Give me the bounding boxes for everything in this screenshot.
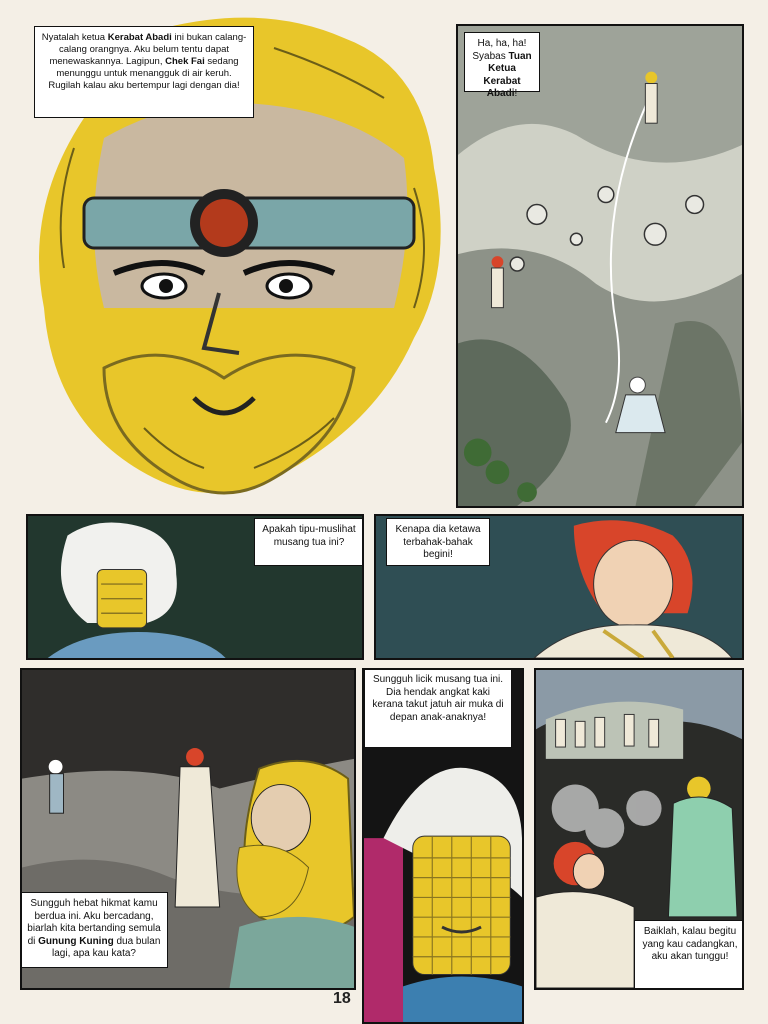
panel-3-thought-bubble: Apakah tipu-muslihat musang tua ini? <box>254 518 364 566</box>
panel-6-masked-man-closeup <box>362 668 524 1024</box>
caption-text-2: ini bukan calang-calang orangnya. Aku belum tentu dapat menewaskannya. Lagipun, <box>49 32 247 67</box>
caption-text-1: Nyatalah ketua <box>41 32 108 43</box>
figure-white-hair-small <box>49 760 64 813</box>
caption-text-3: sedang menunggu untuk menangguk di air keruh. Rugilah kalau aku bertempur lagi dengan dia! <box>48 56 240 91</box>
panel-4-thought-bubble: Kenapa dia ketawa terbahak-bahak begini! <box>386 518 490 566</box>
panel-4-red-haired-man <box>374 514 744 660</box>
panel-2-rocky-battlefield <box>456 24 744 508</box>
figure-kerabat-leader <box>645 72 657 124</box>
figure-red-hair <box>492 256 504 308</box>
bubble-text-1: Ha, ha, ha! Syabas <box>472 38 527 62</box>
panel-7-speech-bubble: Baiklah, kalau begitu yang kau cadangkan, aku akan tunggu! <box>634 920 744 990</box>
panel-3-white-haired-man <box>26 514 364 660</box>
caption-name-kerabat-abadi: Kerabat Abadi <box>107 32 172 43</box>
bubble-name-tuan-ketua: Tuan Ketua Kerabat Abadi <box>483 50 532 99</box>
panel-6-thought-bubble: Sungguh licik musang tua ini. Dia hendak angkat kaki kerana takut jatuh air muka di depan anak-anaknya! <box>364 668 512 748</box>
caption-name-chek-fai: Chek Fai <box>165 56 205 67</box>
panel-2-speech-bubble <box>464 32 540 99</box>
bubble-text-2: ! <box>514 88 518 99</box>
panel-7-farewell <box>534 668 744 990</box>
bubble-place-gunung-kuning: Gunung Kuning <box>38 935 114 947</box>
panel-5-confrontation <box>20 668 356 990</box>
page-number: 18 <box>333 990 351 1007</box>
panel-1-bearded-face <box>14 8 444 508</box>
panel-5-speech-bubble <box>20 892 168 968</box>
panel-1-caption <box>34 26 254 118</box>
bubble-text-2: dua bulan lagi, apa kau kata? <box>52 935 161 959</box>
bubble-text-1: Sungguh hebat hikmat kamu berdua ini. Aku bercadang, biarlah kita bertanding semula di <box>27 898 161 947</box>
